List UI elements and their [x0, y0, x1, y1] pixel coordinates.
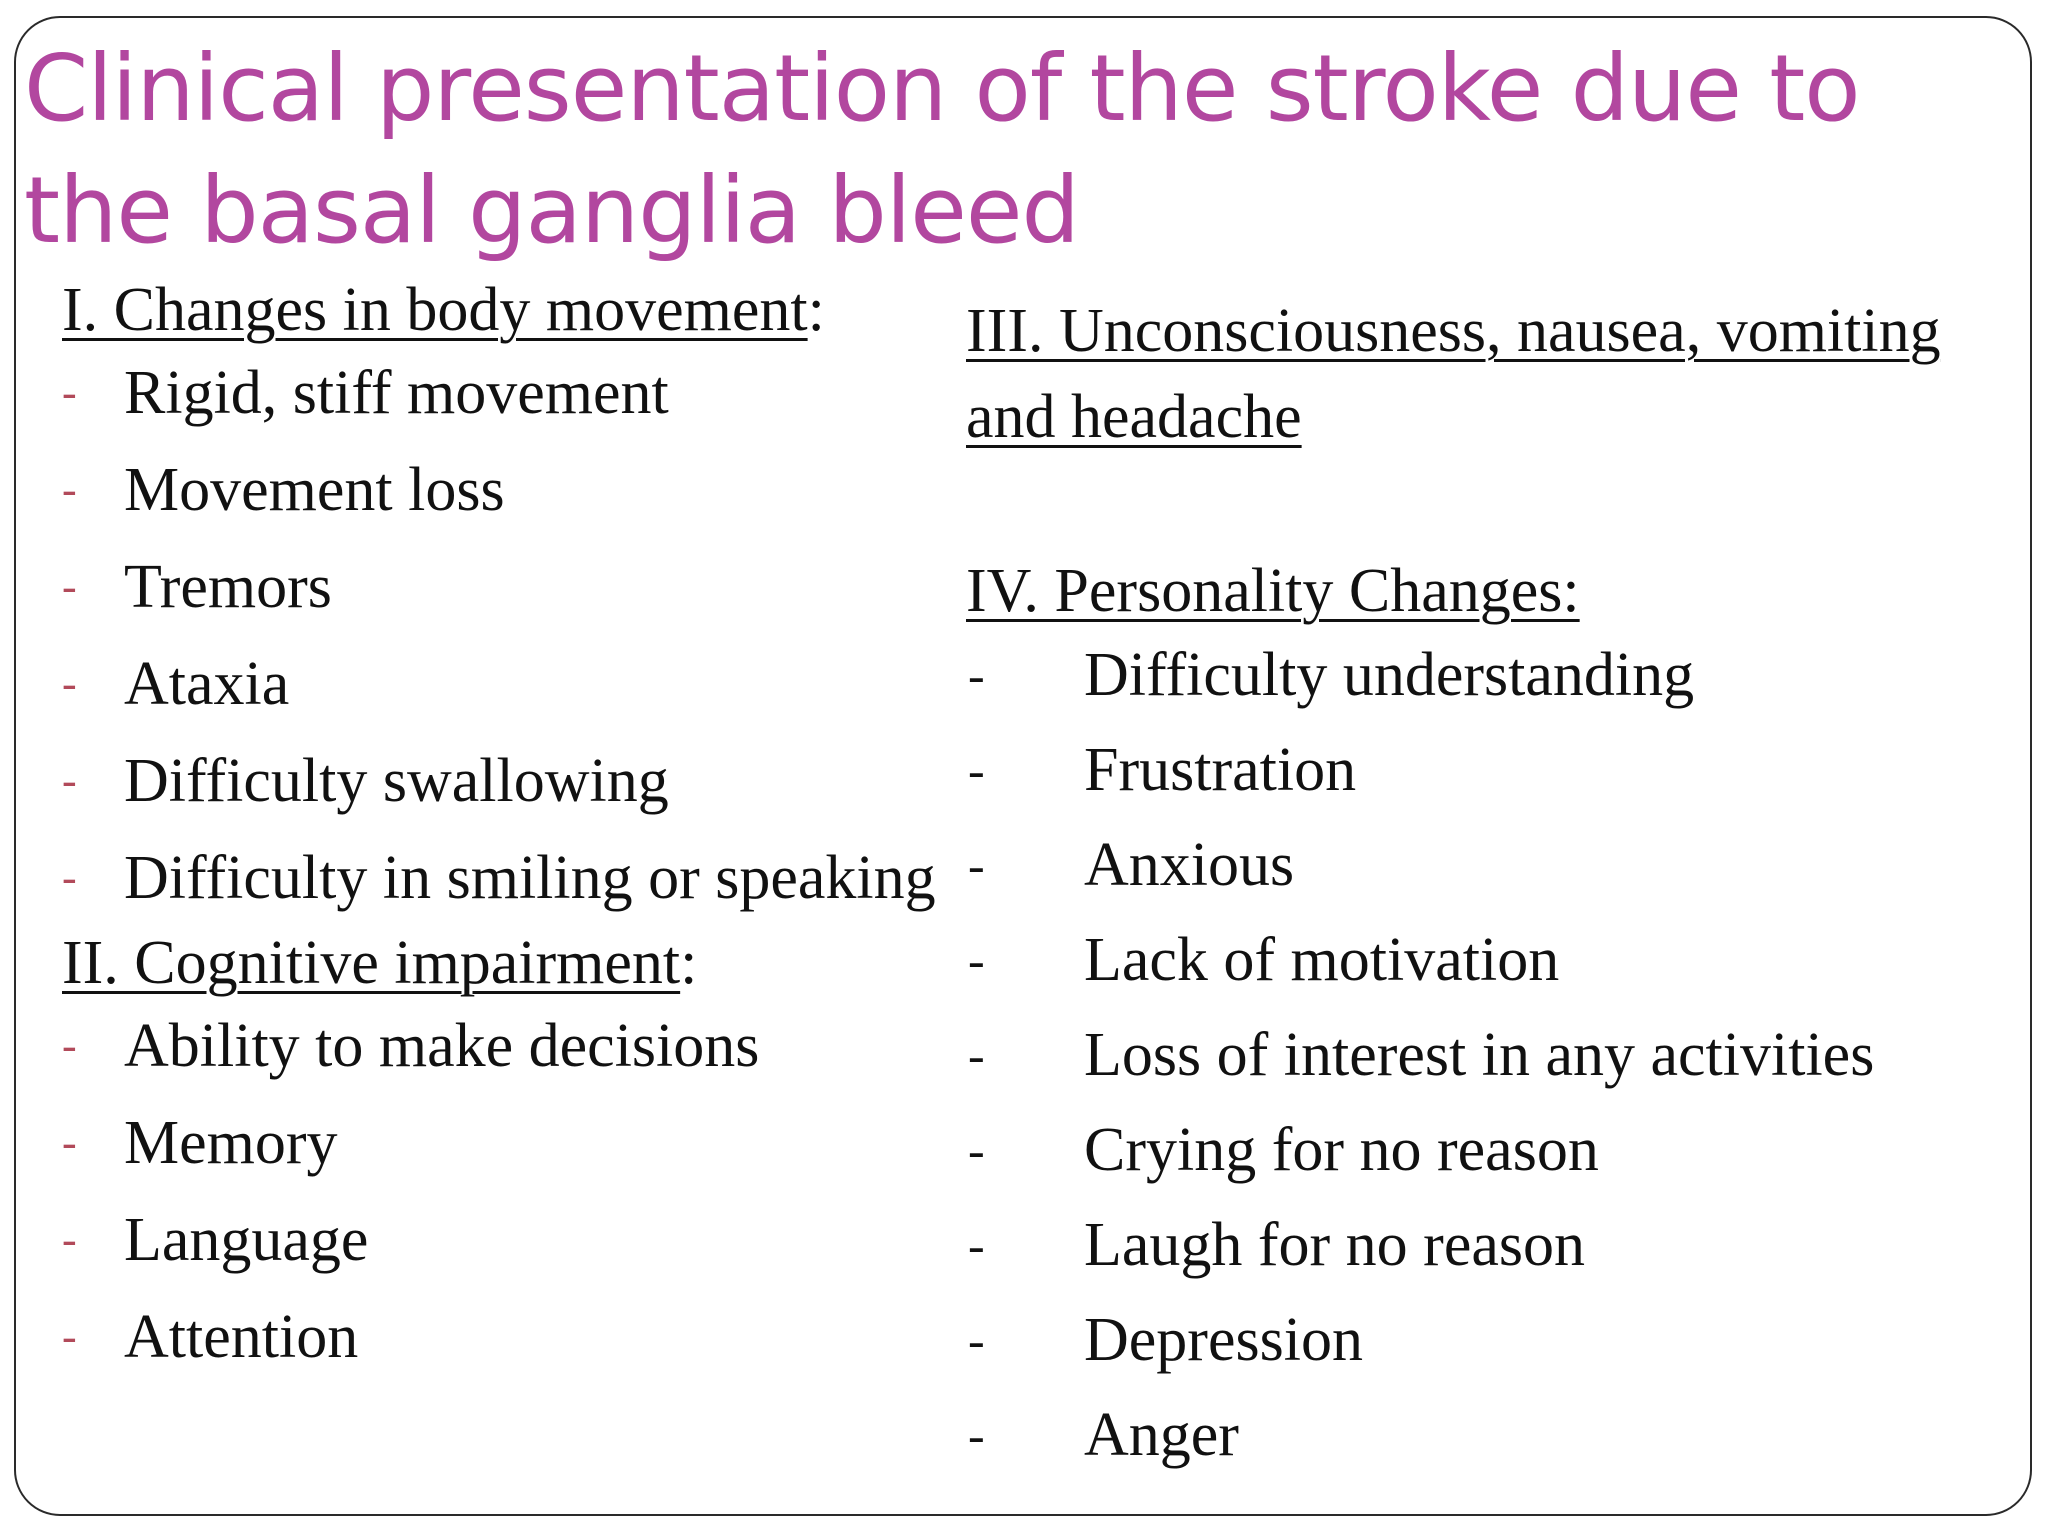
list-item-text: Ataxia [124, 650, 290, 718]
list-item [62, 837, 942, 919]
section-heading-personality [966, 548, 2026, 634]
list-item [62, 1005, 942, 1087]
list-item-text: Difficulty swallowing [124, 747, 669, 815]
section-heading-text: III. Unconsciousness, nausea, vomiting and headache [966, 297, 1941, 451]
bullet-dash: - [62, 1021, 77, 1070]
bullet-dash: - [62, 756, 77, 805]
list-item-text: Tremors [124, 553, 332, 621]
bullet-dash: - [62, 1118, 77, 1167]
list-item [966, 1109, 2026, 1191]
list-item [62, 1199, 942, 1281]
list-item [966, 1394, 2026, 1476]
list-item [966, 919, 2026, 1001]
list-item [62, 1102, 942, 1184]
list-item-text: Memory [124, 1109, 338, 1177]
list-item-text: Difficulty understanding [1084, 641, 1695, 709]
list-item-text: Difficulty in smiling or speaking [124, 844, 936, 912]
bullet-dash: - [968, 1407, 985, 1463]
list-item-text: Loss of interest in any activities [1084, 1021, 1875, 1089]
section-heading-unconsciousness [966, 288, 2026, 460]
list-item-text: Ability to make decisions [124, 1012, 760, 1080]
list-item [966, 824, 2026, 906]
list-item [62, 1296, 942, 1378]
heading-suffix: : [807, 276, 825, 344]
bullet-dash: - [968, 1027, 985, 1083]
list-item [62, 643, 942, 725]
bullet-dash: - [968, 932, 985, 988]
list-item [62, 449, 942, 531]
section-heading-cognitive [62, 921, 942, 1005]
cognitive-list [62, 1005, 942, 1378]
section-heading-text: IV. Personality Changes: [966, 557, 1580, 625]
list-item-text: Anxious [1084, 831, 1295, 899]
list-item-text: Lack of motivation [1084, 926, 1560, 994]
section-heading-body-movement [62, 268, 942, 352]
body-movement-list [62, 352, 942, 919]
list-item [966, 729, 2026, 811]
list-item-text: Laugh for no reason [1084, 1211, 1585, 1279]
bullet-dash: - [62, 562, 77, 611]
bullet-dash: - [968, 1312, 985, 1368]
bullet-dash: - [968, 742, 985, 798]
list-item [966, 1014, 2026, 1096]
list-item-text: Frustration [1084, 736, 1357, 804]
heading-suffix: : [680, 929, 698, 997]
list-item [62, 740, 942, 822]
list-item [966, 1204, 2026, 1286]
list-item [62, 352, 942, 434]
left-column [62, 268, 942, 1393]
slide [14, 16, 2032, 1516]
list-item-text: Movement loss [124, 456, 505, 524]
list-item [966, 1299, 2026, 1381]
section-heading-text: II. Cognitive impairment [62, 929, 681, 997]
bullet-dash: - [62, 1215, 77, 1264]
list-item-text: Crying for no reason [1084, 1116, 1599, 1184]
list-item [62, 546, 942, 628]
list-item-text: Attention [124, 1303, 359, 1371]
bullet-dash: - [968, 1122, 985, 1178]
slide-title: Clinical presentation of the stroke due to the basal ganglia bleed [24, 35, 1860, 264]
list-item-text: Language [124, 1206, 369, 1274]
list-item-text: Rigid, stiff movement [124, 359, 669, 427]
bullet-dash: - [968, 1217, 985, 1273]
bullet-dash: - [968, 647, 985, 703]
list-item [966, 634, 2026, 716]
list-item-text: Anger [1084, 1401, 1239, 1469]
bullet-dash: - [62, 465, 77, 514]
bullet-dash: - [62, 1312, 77, 1361]
list-item-text: Depression [1084, 1306, 1363, 1374]
bullet-dash: - [62, 368, 77, 417]
personality-list [966, 634, 2026, 1476]
bullet-dash: - [62, 853, 77, 902]
right-column [966, 288, 2026, 1489]
bullet-dash: - [62, 659, 77, 708]
bullet-dash: - [968, 837, 985, 893]
section-heading-text: I. Changes in body movement [62, 276, 808, 344]
